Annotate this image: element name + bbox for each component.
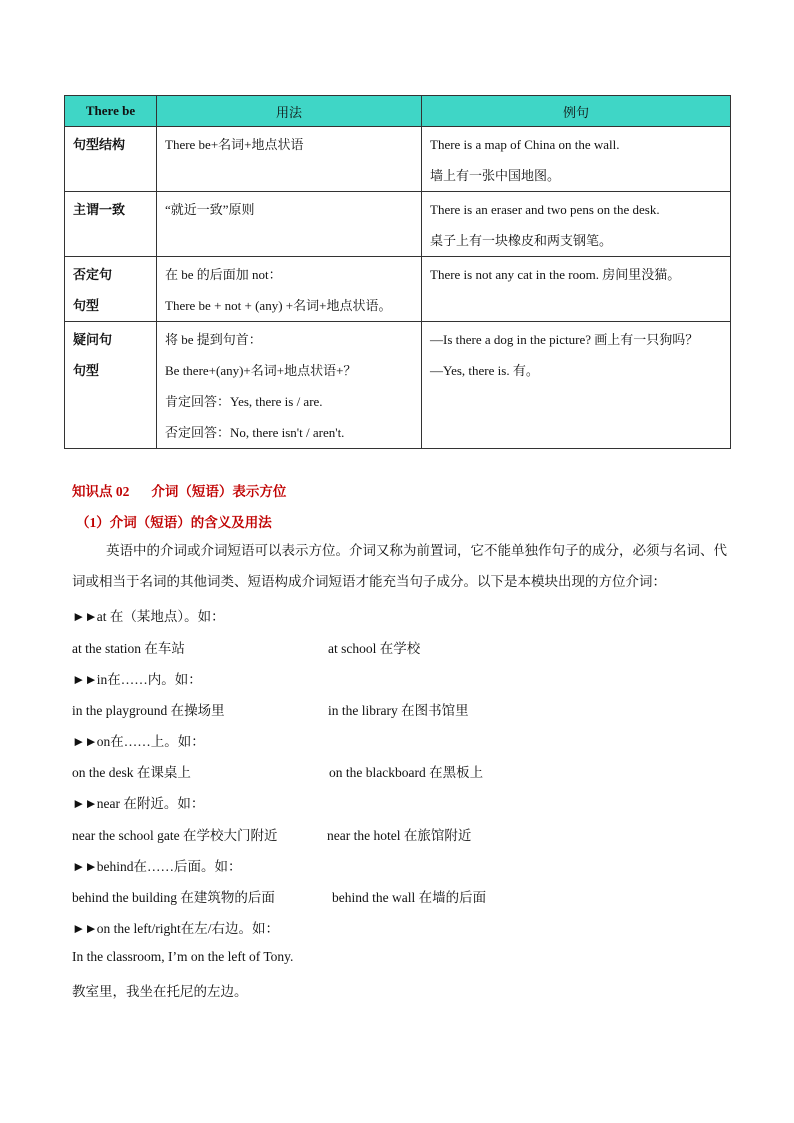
row-head-cell	[65, 127, 157, 192]
subsection-title: （1）介词（短语）的含义及用法	[76, 515, 272, 530]
example-sentence-en: In the classroom, I’m on the left of Tony.	[72, 949, 294, 964]
cell-text: 句型	[73, 363, 100, 378]
cell-text: 主谓一致	[73, 202, 126, 217]
cell-text: 墙上有一张中国地图。	[430, 168, 561, 183]
arrow-marker-icon: ►►	[72, 672, 97, 687]
arrow-marker-icon: ►►	[72, 609, 97, 624]
example-phrase: on the desk 在课桌上	[72, 765, 191, 780]
knowledge-point-title	[72, 480, 286, 500]
there-be-grammar-table	[64, 95, 731, 449]
usage-cell	[157, 127, 422, 192]
cell-text: 肯定回答：Yes, there is / are.	[165, 394, 323, 409]
example-phrase: on the blackboard 在黑板上	[329, 765, 484, 780]
table-header-cell: 用法	[157, 96, 422, 127]
cell-text: Be there+(any)+名词+地点状语+？	[165, 363, 357, 378]
table-row	[65, 127, 731, 192]
cell-text: There is not any cat in the room. 房间里没猫。	[430, 267, 681, 282]
arrow-marker-icon: ►►	[72, 859, 97, 874]
example-cell	[422, 127, 731, 192]
example-phrase: in the playground 在操场里	[72, 703, 225, 718]
example-phrase: in the library 在图书馆里	[328, 703, 469, 718]
cell-text: There is an eraser and two pens on the desk.	[430, 202, 660, 217]
list-item-heading: ►►in在……内。如：	[72, 672, 202, 687]
list-item-heading: ►►on the left/right在左/右边。如：	[72, 921, 279, 936]
cell-text: There is a map of China on the wall.	[430, 137, 620, 152]
example-cell	[422, 322, 731, 449]
intro-paragraph	[72, 535, 728, 597]
usage-cell	[157, 192, 422, 257]
cell-text: 句型结构	[73, 137, 126, 152]
table-header-cell: 例句	[422, 96, 731, 127]
example-cell	[422, 257, 731, 322]
list-item-heading: ►►on在……上。如：	[72, 734, 205, 749]
table-row	[65, 257, 731, 322]
table-header-cell: There be	[65, 96, 157, 127]
table-header-row	[65, 96, 731, 127]
cell-text: 否定回答：No, there isn't / aren't.	[165, 425, 345, 440]
cell-text: 在 be 的后面加 not：	[165, 267, 282, 282]
cell-text: 句型	[73, 298, 100, 313]
example-phrase: at school 在学校	[328, 641, 421, 656]
cell-text: 疑问句	[73, 332, 113, 347]
list-item-heading: ►►near 在附近。如：	[72, 796, 205, 811]
arrow-marker-icon: ►►	[72, 921, 97, 936]
cell-text: —Is there a dog in the picture? 画上有一只狗吗？	[430, 332, 699, 347]
cell-text: There be + not + (any) +名词+地点状语。	[165, 298, 392, 313]
list-item-heading: ►►behind在……后面。如：	[72, 859, 242, 874]
row-head-cell	[65, 192, 157, 257]
cell-text: 将 be 提到句首：	[165, 332, 262, 347]
knowledge-point-label: 知识点 02	[72, 484, 130, 499]
row-head-cell	[65, 322, 157, 449]
cell-text: There be+名词+地点状语	[165, 137, 304, 152]
usage-cell	[157, 322, 422, 449]
example-sentence-zh: 教室里，我坐在托尼的左边。	[72, 984, 248, 999]
example-cell	[422, 192, 731, 257]
example-phrase: behind the wall 在墙的后面	[332, 890, 487, 905]
cell-text: 否定句	[73, 267, 113, 282]
table-row	[65, 192, 731, 257]
example-phrase: at the station 在车站	[72, 641, 185, 656]
example-phrase: behind the building 在建筑物的后面	[72, 890, 275, 905]
cell-text: —Yes, there is. 有。	[430, 363, 539, 378]
knowledge-point-heading: 介词（短语）表示方位	[151, 484, 287, 499]
usage-cell	[157, 257, 422, 322]
example-phrase: near the hotel 在旅馆附近	[327, 828, 472, 843]
arrow-marker-icon: ►►	[72, 796, 97, 811]
example-phrase: near the school gate 在学校大门附近	[72, 828, 278, 843]
list-item-heading: ►►at 在（某地点）。如：	[72, 609, 225, 624]
cell-text: 桌子上有一块橡皮和两支钢笔。	[430, 233, 613, 248]
row-head-cell	[65, 257, 157, 322]
arrow-marker-icon: ►►	[72, 734, 97, 749]
cell-text: “就近一致”原则	[165, 202, 255, 217]
table-row	[65, 322, 731, 449]
intro-text: 英语中的介词或介词短语可以表示方位。介词又称为前置词，它不能单独作句子的成分，必须与名词、代词或相当于名词的其他词类、短语构成介词短语才能充当句子成分。以下是本模块出现的方位介词：	[72, 543, 727, 589]
